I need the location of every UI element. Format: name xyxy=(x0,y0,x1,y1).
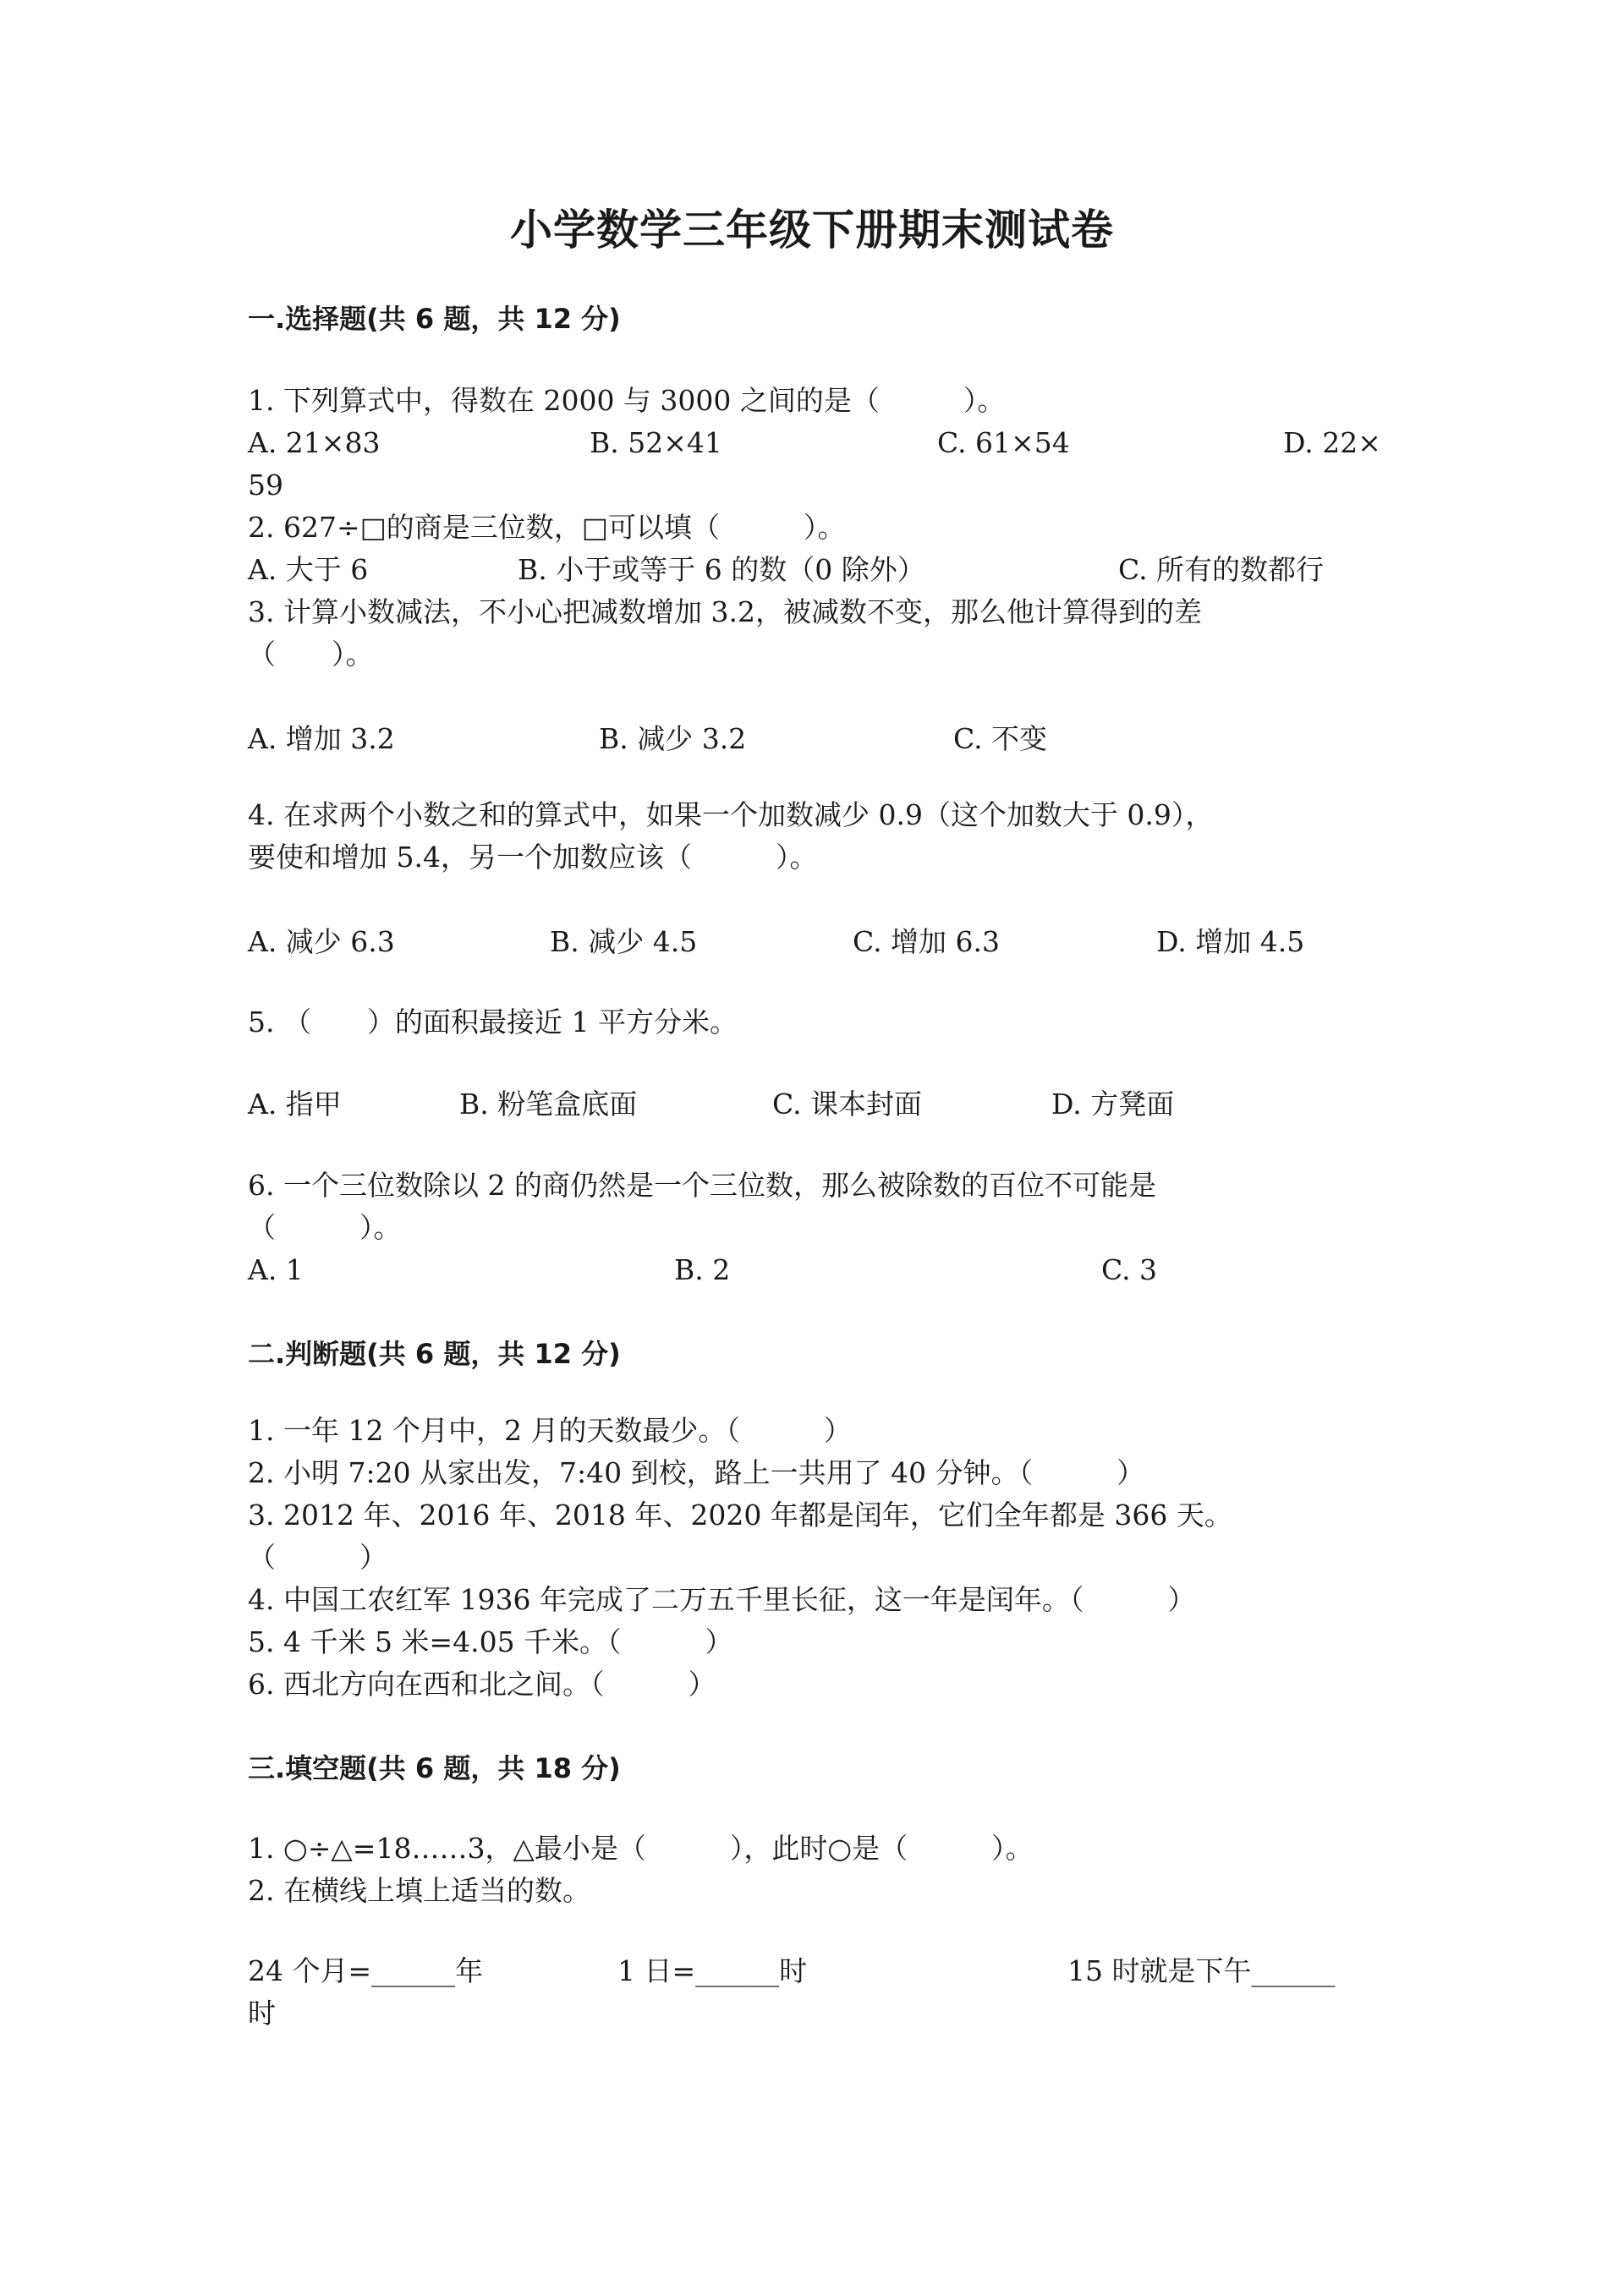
judge-item: 6. 西北方向在西和北之间。（ ） xyxy=(248,1668,716,1701)
section-heading-judge: 二.判断题(共 6 题，共 12 分) xyxy=(248,1338,621,1370)
question-stem-cont: （ ）。 xyxy=(248,1211,402,1244)
question-stem: 5. （ ）的面积最接近 1 平方分米。 xyxy=(248,1006,738,1038)
option-b: B. 小于或等于 6 的数（0 除外） xyxy=(518,553,925,586)
option-d: D. 22× xyxy=(1283,426,1381,459)
judge-item: 5. 4 千米 5 米=4.05 千米。（ ） xyxy=(248,1625,733,1658)
option-a: A. 1 xyxy=(248,1253,304,1286)
option-wrap: 59 xyxy=(248,469,283,501)
option-c: C. 不变 xyxy=(953,722,1048,755)
option-a: A. 大于 6 xyxy=(248,553,369,586)
fill-blank: 15 时就是下午______ xyxy=(1067,1954,1336,1987)
option-b: B. 52×41 xyxy=(590,426,722,459)
question-stem: 3. 计算小数减法，不小心把减数增加 3.2，被减数不变，那么他计算得到的差 xyxy=(248,595,1202,628)
option-b: B. 2 xyxy=(674,1253,731,1286)
question-stem: 2. 627÷□的商是三位数，□可以填（ ）。 xyxy=(248,511,846,544)
question-stem: 6. 一个三位数除以 2 的商仍然是一个三位数，那么被除数的百位不可能是 xyxy=(248,1169,1156,1202)
fill-item: 2. 在横线上填上适当的数。 xyxy=(248,1874,590,1907)
option-c: C. 3 xyxy=(1101,1253,1158,1286)
fill-item: 1. ○÷△=18……3，△最小是（ ），此时○是（ ）。 xyxy=(248,1832,1034,1865)
option-a: A. 增加 3.2 xyxy=(248,722,395,755)
judge-item: 2. 小明 7:20 从家出发，7:40 到校，路上一共用了 40 分钟。（ ） xyxy=(248,1456,1145,1489)
fill-blank: 24 个月=______年 xyxy=(248,1954,484,1987)
option-d: D. 方凳面 xyxy=(1051,1088,1175,1121)
option-a: A. 21×83 xyxy=(248,426,381,459)
judge-item-cont: （ ） xyxy=(248,1541,387,1574)
option-d: D. 增加 4.5 xyxy=(1156,925,1305,958)
question-stem-cont: （ ）。 xyxy=(248,638,374,671)
option-c: C. 所有的数都行 xyxy=(1118,553,1325,586)
option-b: B. 减少 3.2 xyxy=(599,722,747,755)
section-heading-choice: 一.选择题(共 6 题，共 12 分) xyxy=(248,303,621,335)
option-c: C. 61×54 xyxy=(937,426,1070,459)
judge-item: 4. 中国工农红军 1936 年完成了二万五千里长征，这一年是闰年。（ ） xyxy=(248,1583,1196,1616)
option-b: B. 减少 4.5 xyxy=(550,925,698,958)
page-title: 小学数学三年级下册期末测试卷 xyxy=(510,205,1114,255)
judge-item: 3. 2012 年、2016 年、2018 年、2020 年都是闰年，它们全年都是 366 天。 xyxy=(248,1499,1232,1532)
option-c: C. 课本封面 xyxy=(772,1088,923,1121)
question-stem-cont: 要使和增加 5.4，另一个加数应该（ ）。 xyxy=(248,841,818,874)
question-stem: 4. 在求两个小数之和的算式中，如果一个加数减少 0.9（这个加数大于 0.9）， xyxy=(248,798,1214,831)
fill-blank: 1 日=______时 xyxy=(617,1954,808,1987)
option-a: A. 指甲 xyxy=(248,1088,342,1121)
question-stem: 1. 下列算式中，得数在 2000 与 3000 之间的是（ ）。 xyxy=(248,384,1006,417)
option-c: C. 增加 6.3 xyxy=(853,925,1001,958)
option-b: B. 粉笔盒底面 xyxy=(459,1088,638,1121)
judge-item: 1. 一年 12 个月中，2 月的天数最少。（ ） xyxy=(248,1414,852,1447)
section-heading-fill: 三.填空题(共 6 题，共 18 分) xyxy=(248,1752,621,1784)
option-a: A. 减少 6.3 xyxy=(248,925,395,958)
fill-blank-wrap: 时 xyxy=(248,1997,276,2030)
